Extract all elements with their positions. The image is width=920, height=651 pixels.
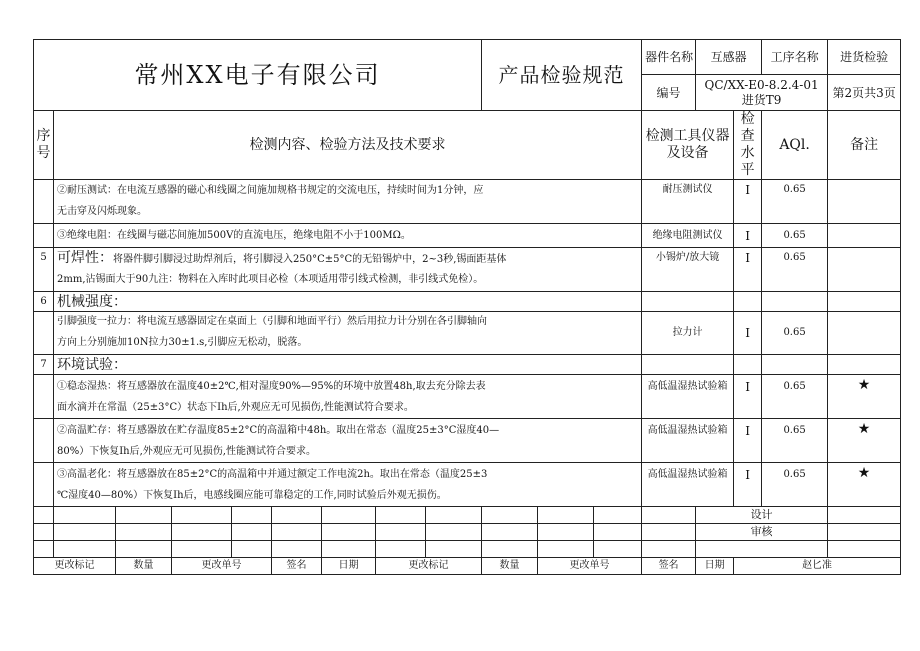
col-level-header: 检查水平 bbox=[734, 111, 762, 180]
col-seq-header: 序号 bbox=[34, 111, 54, 180]
r4-section-title: 机械强度： bbox=[54, 292, 642, 312]
ft-blank bbox=[642, 524, 696, 541]
ft-blank bbox=[594, 541, 642, 558]
sign-label: 签名 bbox=[272, 558, 322, 575]
col-tools-header: 检测工具仪器及设备 bbox=[642, 111, 734, 180]
ft-blank bbox=[322, 507, 376, 524]
ft-blank bbox=[538, 541, 594, 558]
ft-blank bbox=[828, 541, 901, 558]
seq-cell bbox=[34, 463, 54, 507]
ft-blank bbox=[34, 507, 54, 524]
r3-seq: 5 bbox=[34, 248, 54, 292]
r6-aql bbox=[762, 355, 828, 375]
ft-blank bbox=[696, 541, 828, 558]
ft-blank bbox=[538, 507, 594, 524]
ft-blank bbox=[482, 541, 538, 558]
process-name-label: 工序名称 bbox=[762, 40, 828, 75]
col-content-header: 检测内容、检验方法及技术要求 bbox=[54, 111, 642, 180]
seq-cell bbox=[34, 312, 54, 355]
r7-line2: 面水滴并在常温（25±3°C）状态下Ih后,外观应无可见损伤,性能测试符合要求。 bbox=[54, 399, 642, 419]
qty-label-2: 数量 bbox=[482, 558, 538, 575]
change-no-label: 更改单号 bbox=[172, 558, 272, 575]
col-aql-header: AQl. bbox=[762, 111, 828, 180]
r5-line1: 引脚强度一拉力：将电流互感器固定在桌面上（引脚和地面平行）然后用拉力计分别在各引脚轴向 bbox=[54, 312, 642, 332]
r8-line2: 80%）下恢复Ih后,外观应无可见损伤,性能测试符合要求。 bbox=[54, 443, 642, 463]
r9-level: I bbox=[734, 463, 762, 507]
r3-aql: 0.65 bbox=[762, 248, 828, 292]
seq-cell bbox=[34, 224, 54, 248]
part-name-label: 器件名称 bbox=[642, 40, 696, 75]
r3-line2: 2mm,沾锡面大于90九注：物料在入库时此项目必检（本项适用带引线式检测，非引线式免检）。 bbox=[54, 270, 642, 292]
r5-tool: 拉力计 bbox=[642, 312, 734, 355]
ft-blank bbox=[594, 524, 642, 541]
review-label: 审核 bbox=[696, 524, 828, 541]
date-label-2: 日期 bbox=[696, 558, 734, 575]
r3-line1 bbox=[54, 248, 642, 270]
change-mark-label-2: 更改标记 bbox=[376, 558, 482, 575]
spec-table bbox=[33, 39, 901, 575]
review-value bbox=[828, 524, 901, 541]
seq-cell bbox=[34, 375, 54, 419]
design-value bbox=[828, 507, 901, 524]
r5-aql: 0.65 bbox=[762, 312, 828, 355]
col-remark-header: 备注 bbox=[828, 111, 901, 180]
r4-tool bbox=[642, 292, 734, 312]
r8-line1: ②高温贮存：将互感器放在贮存温度85±2°C的高温箱中48h。取出在常态（温度25±3°C湿度40— bbox=[54, 419, 642, 443]
design-label: 设计 bbox=[696, 507, 828, 524]
r8-tool: 高低温湿热试验箱 bbox=[642, 419, 734, 463]
ft-blank bbox=[232, 541, 272, 558]
r8-star-icon: ★ bbox=[828, 419, 901, 463]
ft-blank bbox=[376, 524, 426, 541]
company-name: 常州XX电子有限公司 bbox=[34, 40, 482, 111]
r7-aql: 0.65 bbox=[762, 375, 828, 419]
r7-level: I bbox=[734, 375, 762, 419]
r4-remark bbox=[828, 292, 901, 312]
ft-blank bbox=[34, 524, 54, 541]
r3-tool: 小锡炉/放大镜 bbox=[642, 248, 734, 292]
ft-blank bbox=[54, 541, 116, 558]
r1-remark bbox=[828, 180, 901, 224]
change-no-label-2: 更改单号 bbox=[538, 558, 642, 575]
r7-line1: ①稳态湿热：将互感器放在温度40±2℃,相对湿度90%—95%的环境中放置48h,取去充分除去表 bbox=[54, 375, 642, 399]
r7-star-icon: ★ bbox=[828, 375, 901, 419]
ft-blank bbox=[172, 541, 232, 558]
ft-blank bbox=[232, 524, 272, 541]
r4-aql bbox=[762, 292, 828, 312]
ft-blank bbox=[376, 507, 426, 524]
r5-remark bbox=[828, 312, 901, 355]
r8-aql: 0.65 bbox=[762, 419, 828, 463]
ft-blank bbox=[594, 507, 642, 524]
ft-blank bbox=[426, 541, 482, 558]
ft-blank bbox=[538, 524, 594, 541]
r6-level bbox=[734, 355, 762, 375]
r6-tool bbox=[642, 355, 734, 375]
seq-cell bbox=[34, 180, 54, 224]
ft-blank bbox=[232, 507, 272, 524]
date-label: 日期 bbox=[322, 558, 376, 575]
r9-aql: 0.65 bbox=[762, 463, 828, 507]
r2-line1: ③绝缘电阻：在线圈与磁芯间施加500V的直流电压，绝缘电阻不小于100MΩ。 bbox=[54, 224, 642, 248]
r8-level: I bbox=[734, 419, 762, 463]
r2-tool: 绝缘电阻测试仪 bbox=[642, 224, 734, 248]
ft-blank bbox=[642, 507, 696, 524]
seq-cell bbox=[34, 419, 54, 463]
ft-blank bbox=[116, 524, 172, 541]
qty-label: 数量 bbox=[116, 558, 172, 575]
r4-seq: 6 bbox=[34, 292, 54, 312]
ft-blank bbox=[172, 507, 232, 524]
r7-tool: 高低温湿热试验箱 bbox=[642, 375, 734, 419]
ft-blank bbox=[482, 524, 538, 541]
ft-blank bbox=[116, 507, 172, 524]
r6-seq: 7 bbox=[34, 355, 54, 375]
r4-level bbox=[734, 292, 762, 312]
process-name-value: 进货检验 bbox=[828, 40, 901, 75]
ft-blank bbox=[322, 541, 376, 558]
r2-remark bbox=[828, 224, 901, 248]
sign-label-2: 签名 bbox=[642, 558, 696, 575]
approver-name: 赵匕准 bbox=[734, 558, 901, 575]
code-value: QC/XX-E0-8.2.4-01进货T9 bbox=[696, 75, 828, 111]
ft-blank bbox=[172, 524, 232, 541]
r1-aql: 0.65 bbox=[762, 180, 828, 224]
ft-blank bbox=[116, 541, 172, 558]
ft-blank bbox=[272, 524, 322, 541]
r1-level: I bbox=[734, 180, 762, 224]
r5-line2: 方向上分别施加10N拉力30±1.s,引脚应无松动，脱落。 bbox=[54, 332, 642, 355]
ft-blank bbox=[426, 524, 482, 541]
r9-star-icon: ★ bbox=[828, 463, 901, 507]
r6-remark bbox=[828, 355, 901, 375]
ft-blank bbox=[272, 507, 322, 524]
ft-blank bbox=[34, 541, 54, 558]
r1-tool: 耐压测试仪 bbox=[642, 180, 734, 224]
document-title: 产品检验规范 bbox=[482, 40, 642, 111]
r5-level: I bbox=[734, 312, 762, 355]
ft-blank bbox=[642, 541, 696, 558]
r3-level: I bbox=[734, 248, 762, 292]
r2-level: I bbox=[734, 224, 762, 248]
ft-blank bbox=[426, 507, 482, 524]
inspection-spec-sheet bbox=[33, 39, 896, 575]
r9-tool: 高低温湿热试验箱 bbox=[642, 463, 734, 507]
r1-line1: ②耐压测试：在电流互感器的磁心和线圈之间施加规格书规定的交流电压，持续时间为1分钟，应 bbox=[54, 180, 642, 202]
r9-line2: ℃湿度40—80%）下恢复Ih后，电感线圈应能可靠稳定的工作,同时试验后外观无损伤。 bbox=[54, 487, 642, 507]
ft-blank bbox=[54, 507, 116, 524]
ft-blank bbox=[322, 524, 376, 541]
r6-section-title: 环境试验： bbox=[54, 355, 642, 375]
code-label: 编号 bbox=[642, 75, 696, 111]
r9-line1: ③高温老化：将互感器放在85±2°C的高温箱中并通过额定工作电流2h。取出在常态（温度25±3 bbox=[54, 463, 642, 487]
ft-blank bbox=[272, 541, 322, 558]
r3-lead: 可焊性： bbox=[57, 249, 113, 266]
ft-blank bbox=[482, 507, 538, 524]
r2-aql: 0.65 bbox=[762, 224, 828, 248]
ft-blank bbox=[54, 524, 116, 541]
ft-blank bbox=[376, 541, 426, 558]
r3-text: 将器件脚引脚浸过助焊剂后，将引脚浸入250°C±5°C的无铅锡炉中，2~3秒,锡面距基体 bbox=[113, 253, 507, 265]
change-mark-label: 更改标记 bbox=[34, 558, 116, 575]
r1-line2: 无击穿及闪烁现象。 bbox=[54, 202, 642, 224]
part-name-value: 互感器 bbox=[696, 40, 762, 75]
r3-remark bbox=[828, 248, 901, 292]
page-number: 第2页共3页 bbox=[828, 75, 901, 111]
